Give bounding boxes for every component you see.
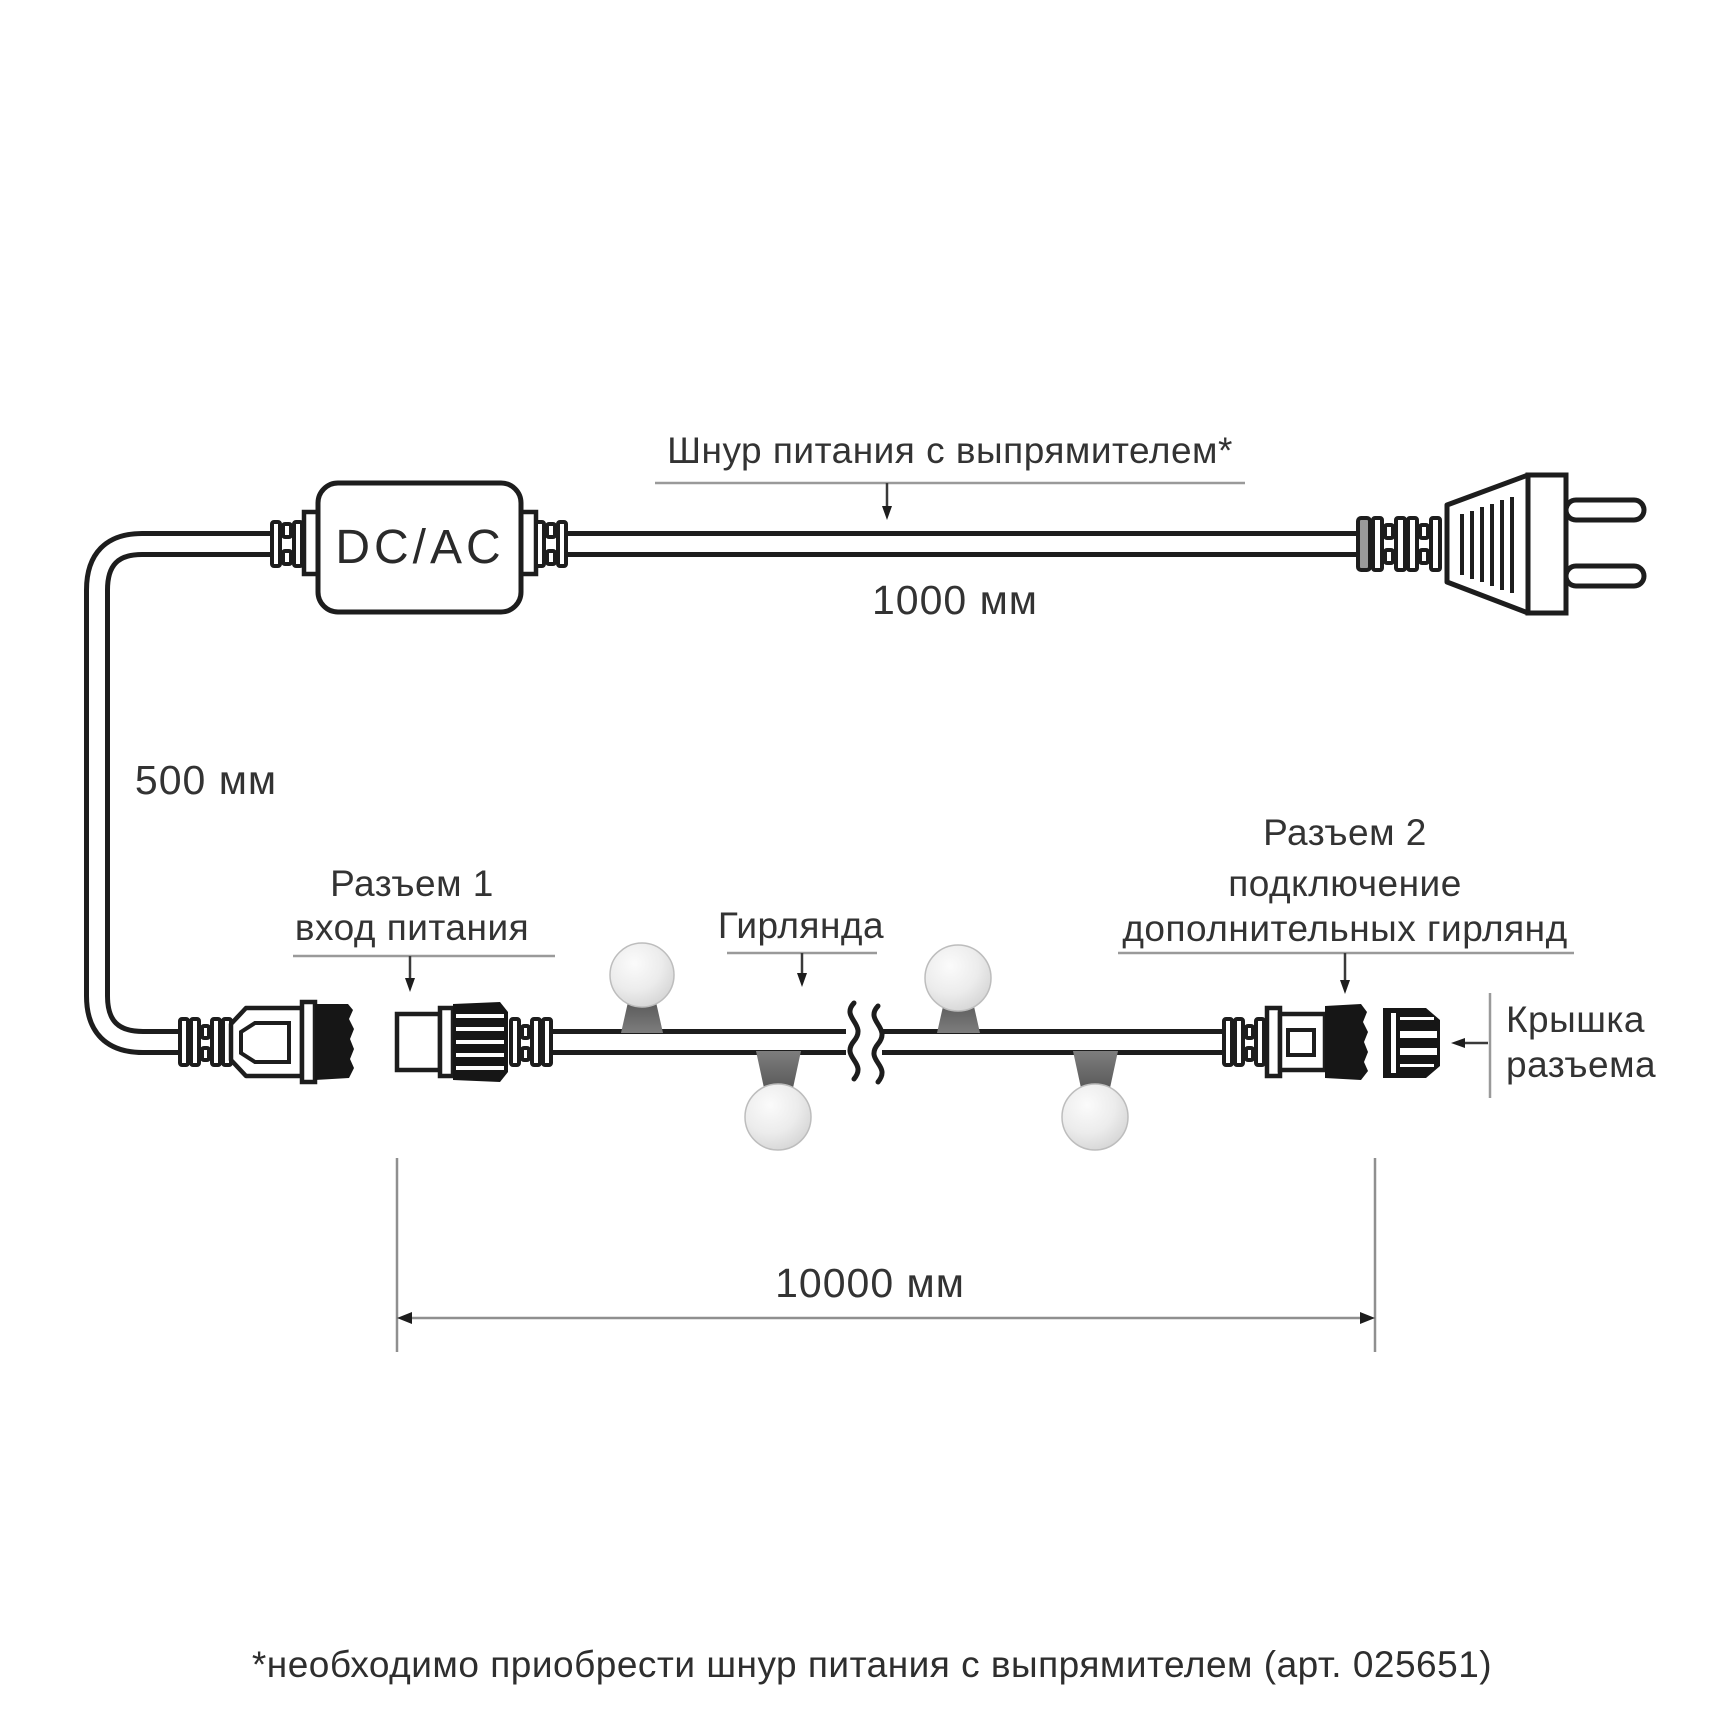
- dcac-label: DC/AC: [335, 521, 505, 574]
- connector-cap-icon: [1383, 1008, 1440, 1078]
- garland-label: Гирлянда: [717, 905, 885, 946]
- cap-callout: [1451, 993, 1656, 1098]
- dcac-converter-icon: [304, 483, 536, 612]
- connector1-label-line2: вход питания: [294, 907, 530, 948]
- cable-break-icon: [846, 1003, 882, 1082]
- arrow-left-icon: [1451, 1038, 1465, 1048]
- connector1-male-icon: [180, 1002, 354, 1082]
- power-cord-callout: [655, 430, 1245, 520]
- connector1-label-line1: Разъем 1: [330, 863, 494, 904]
- bulb-icon: [745, 1084, 811, 1150]
- footnote: *необходимо приобрести шнур питания с выпрямителем (арт. 025651): [251, 1644, 1493, 1685]
- bulb-socket: [1073, 1051, 1118, 1088]
- strain-relief-icon: [536, 522, 566, 566]
- garland-dimension: [397, 1158, 1375, 1352]
- locking-nut-icon: [315, 1004, 354, 1080]
- connector2-callout: [1118, 812, 1574, 994]
- power-cord-label: Шнур питания с выпрямителем*: [667, 430, 1233, 471]
- knurled-nut-icon: [453, 1002, 508, 1082]
- arrow-left-icon: [397, 1312, 412, 1324]
- strain-relief-icon: [272, 522, 302, 566]
- drop-length: 500 мм: [134, 757, 278, 803]
- garland-length: 10000 мм: [775, 1260, 965, 1306]
- connector1-callout: [293, 863, 555, 992]
- connector2-label-line3: дополнительных гирлянд: [1122, 908, 1568, 949]
- arrow-down-icon: [1340, 980, 1350, 994]
- connector1-female-icon: [397, 1002, 551, 1082]
- arrow-down-icon: [797, 973, 807, 987]
- bulb-icon: [1062, 1084, 1128, 1150]
- bulb-icon: [925, 945, 991, 1011]
- arrow-down-icon: [882, 506, 892, 520]
- cap-label-line1: Крышка: [1506, 999, 1645, 1040]
- connector2-icon: [1224, 1004, 1368, 1080]
- connector2-label-line1: Разъем 2: [1263, 812, 1427, 853]
- locking-nut-icon: [1325, 1004, 1368, 1080]
- power-plug-icon: [1358, 475, 1644, 613]
- bulb-socket: [756, 1051, 801, 1088]
- arrow-down-icon: [405, 978, 415, 992]
- bulb-icon: [610, 943, 674, 1007]
- power-cord-length: 1000 мм: [872, 577, 1038, 623]
- connector2-label-line2: подключение: [1228, 863, 1462, 904]
- garland-callout: [718, 905, 884, 987]
- cap-label-line2: разъема: [1506, 1044, 1657, 1085]
- arrow-right-icon: [1360, 1312, 1375, 1324]
